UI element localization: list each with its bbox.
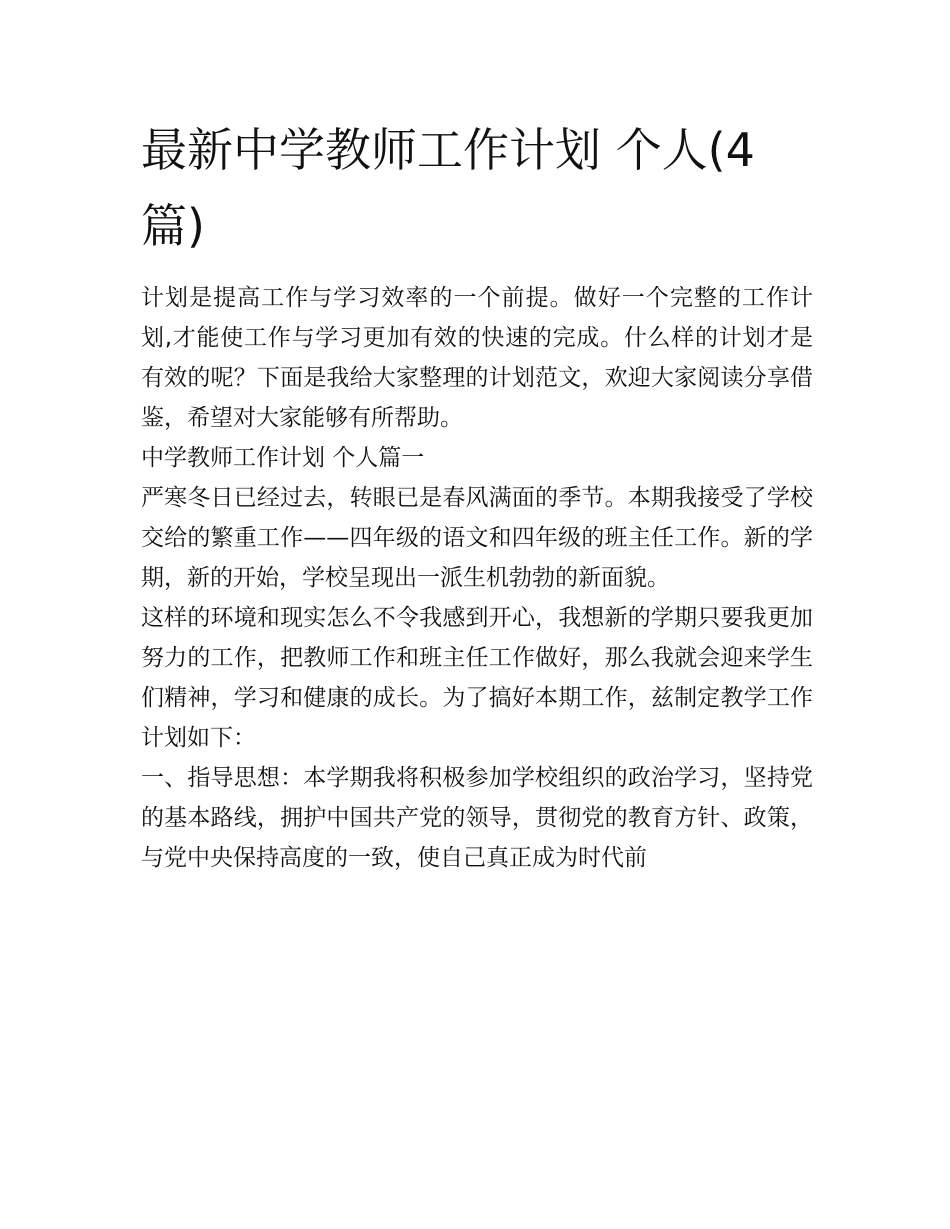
body-paragraph: 严寒冬日已经过去，转眼已是春风满面的季节。本期我接受了学校交给的繁重工作——四年级的语文和四年级的班主任工作。新的学期，新的开始，学校呈现出一派生机勃勃的新面貌。	[141, 485, 813, 591]
document-title: 最新中学教师工作计划 个人(4篇)	[141, 123, 755, 253]
document-content	[141, 112, 813, 878]
body-paragraph: 一、指导思想：本学期我将积极参加学校组织的政治学习，坚持党的基本路线，拥护中国共产党的领导，贯彻党的教育方针、政策，与党中央保持高度的一致，使自己真正成为时代前	[141, 765, 813, 871]
intro-paragraph: 计划是提高工作与学习效率的一个前提。做好一个完整的工作计划,才能使工作与学习更加有效的快速的完成。什么样的计划才是有效的呢？下面是我给大家整理的计划范文，欢迎大家阅读分享借鉴，希望对大家能够有所帮助。	[141, 285, 813, 431]
document-body	[141, 278, 813, 878]
section-heading: 中学教师工作计划 个人篇一	[141, 445, 425, 471]
body-paragraph: 这样的环境和现实怎么不令我感到开心，我想新的学期只要我更加努力的工作，把教师工作和班主任工作做好，那么我就会迎来学生们精神，学习和健康的成长。为了搞好本期工作，兹制定教学工作计划如下：	[141, 605, 813, 751]
